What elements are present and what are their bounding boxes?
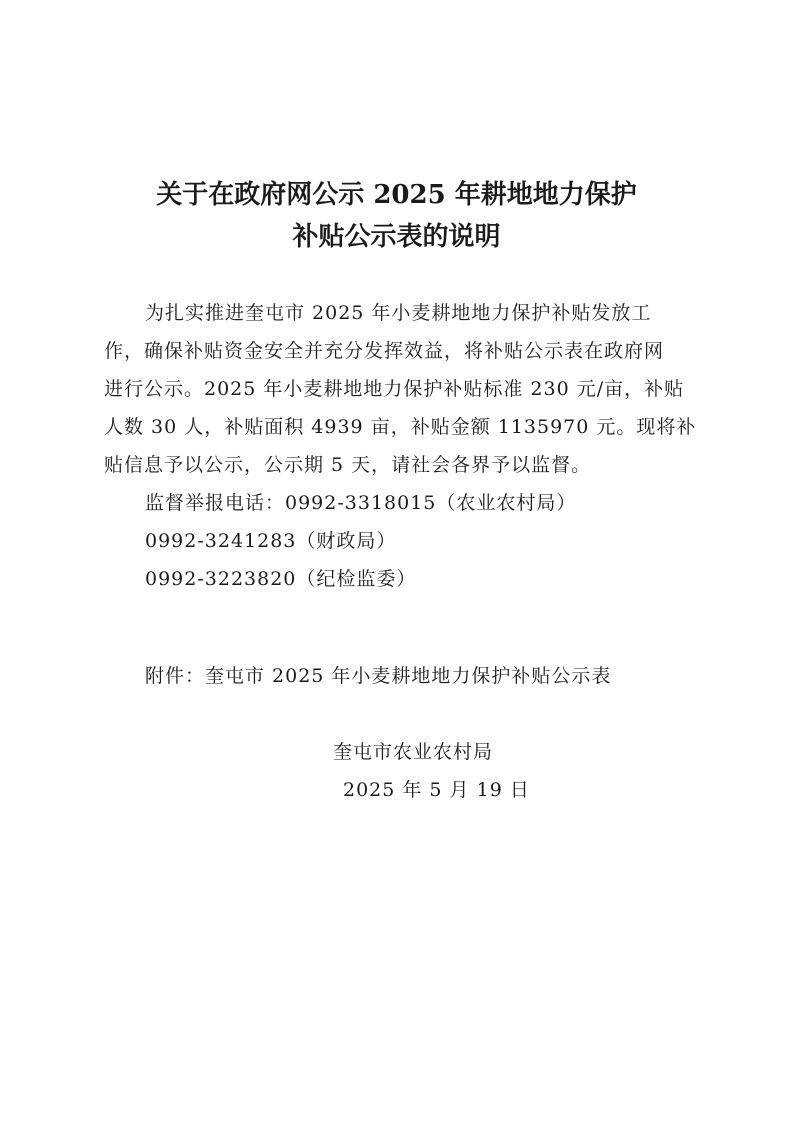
paragraph-line: 人数 30 人，补贴面积 4939 亩，补贴金额 1135970 元。现将补	[104, 416, 697, 438]
hotline-finance: 0992-3241283（财政局）	[145, 530, 397, 552]
document-title-line-2: 补贴公示表的说明	[292, 222, 501, 252]
paragraph-line: 贴信息予以公示，公示期 5 天，请社会各界予以监督。	[104, 454, 592, 476]
document-title-line-1: 关于在政府网公示 2025 年耕地地力保护	[156, 180, 637, 210]
signature-org: 奎屯市农业农村局	[333, 741, 494, 763]
signature-date: 2025 年 5 月 19 日	[343, 779, 530, 801]
paragraph-line: 作，确保补贴资金安全并充分发挥效益，将补贴公示表在政府网	[104, 340, 665, 362]
attachment-note: 附件：奎屯市 2025 年小麦耕地地力保护补贴公示表	[145, 665, 612, 687]
hotline-discipline: 0992-3223820（纪检监委）	[145, 568, 417, 590]
hotline-agriculture: 监督举报电话：0992-3318015（农业农村局）	[145, 492, 577, 514]
paragraph-line: 进行公示。2025 年小麦耕地地力保护补贴标准 230 元/亩，补贴	[104, 378, 685, 400]
paragraph-line: 为扎实推进奎屯市 2025 年小麦耕地地力保护补贴发放工	[145, 302, 652, 324]
